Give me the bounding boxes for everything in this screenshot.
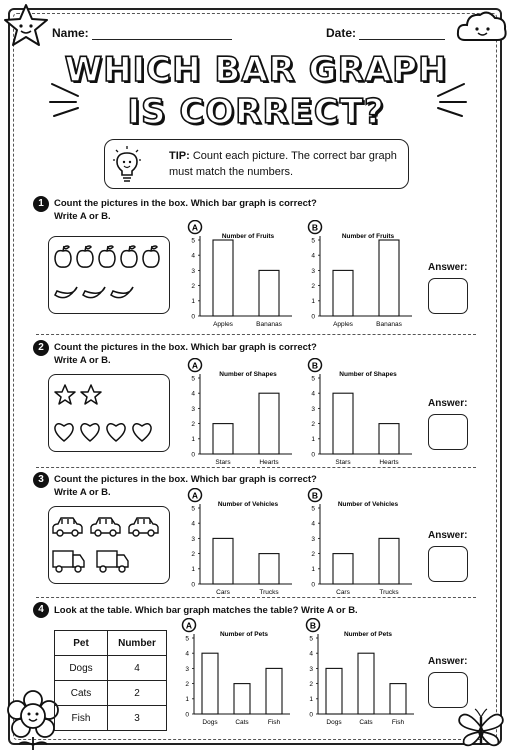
bar-chart-q1-b[interactable] [302,220,420,332]
answer-label-2: Answer: [428,398,468,409]
y-tick-label: 1 [311,436,315,444]
y-tick-label: 0 [191,313,195,321]
y-tick-label: 3 [185,665,189,673]
y-tick-label: 2 [185,681,189,688]
y-tick-label: 3 [311,267,315,275]
x-tick-label: Apples [333,321,353,328]
chart-letter: A [191,222,199,233]
page-title-line2: IS CORRECT? [127,92,385,132]
y-tick-label: 5 [311,237,315,245]
y-tick-label: 0 [185,711,189,719]
bar-chart-q4-b[interactable] [300,618,422,730]
star-face-icon [2,2,50,50]
bar [213,240,233,316]
question-3-line1: Count the pictures in the box. Which bar graph is correct? [54,474,317,485]
answer-box-3[interactable] [428,546,468,582]
answer-label-1: Answer: [428,262,468,273]
bar [259,393,279,454]
chart-title: Number of Shapes [219,371,277,378]
bar [234,684,250,714]
y-tick-label: 5 [191,375,195,383]
answer-label-4: Answer: [428,656,468,667]
bar [379,538,399,584]
table-row [55,681,167,706]
x-tick-label: Apples [213,321,233,328]
y-tick-label: 1 [191,298,195,306]
chart-title: Number of Vehicles [337,501,399,508]
truck-icon [53,551,84,572]
question-2-number: 2 [33,340,49,356]
butterfly-icon [455,707,507,749]
x-tick-label: Fish [267,719,281,726]
table-cell: Dogs [55,656,108,681]
table-cell: 3 [108,706,167,731]
bar [266,668,282,714]
y-tick-label: 0 [311,313,315,321]
y-tick-label: 0 [309,711,313,719]
chart-title: Number of Fruits [341,233,395,240]
pet-table [54,630,167,731]
heart-icon [55,424,73,441]
chart-letter: B [311,222,319,233]
y-tick-label: 1 [311,566,315,574]
table-header-cell: Pet [55,631,108,656]
table-cell: 2 [108,681,167,706]
table-cell: Cats [55,681,108,706]
question-2-line2: Write A or B. [54,355,111,366]
bar-chart-q4-a[interactable] [176,618,298,730]
x-tick-label: Trucks [379,589,399,596]
y-tick-label: 2 [191,421,195,428]
banana-icon [111,287,133,298]
question-1-line2: Write A or B. [54,211,111,222]
y-tick-label: 3 [311,535,315,543]
star-icon [55,385,75,404]
tip-box [104,139,409,189]
chart-letter: B [309,620,317,631]
name-field[interactable] [52,26,232,40]
chart-letter: A [191,490,199,501]
y-tick-label: 2 [309,681,313,688]
bar-chart-q3-b[interactable] [302,488,420,600]
question-2-line1: Count the pictures in the box. Which bar graph is correct? [54,342,317,353]
x-tick-label: Hearts [259,459,279,466]
x-tick-label: Dogs [202,719,218,726]
apple-icon [143,246,159,267]
y-tick-label: 5 [309,635,313,643]
x-tick-label: Fish [391,719,405,726]
tip-label: TIP: [169,150,190,162]
y-tick-label: 1 [191,436,195,444]
question-1-number: 1 [33,196,49,212]
bar-chart-q2-a[interactable] [182,358,300,470]
bar [213,538,233,584]
lightbulb-icon [113,146,141,184]
bar-chart-q1-a[interactable] [182,220,300,332]
picture-box-vehicles [48,506,170,584]
y-tick-label: 0 [311,451,315,459]
tip-text: Count each picture. The correct bar graph must match the numbers. [169,150,397,178]
date-line [359,29,445,40]
sparkle-lines-right [428,78,468,118]
chart-letter: B [311,490,319,501]
table-row [55,706,167,731]
answer-box-4[interactable] [428,672,468,708]
y-tick-label: 4 [185,650,189,658]
y-tick-label: 5 [191,505,195,513]
y-tick-label: 2 [311,551,315,558]
answer-label-3: Answer: [428,530,468,541]
name-line [92,29,232,40]
answer-box-1[interactable] [428,278,468,314]
table-cell: 4 [108,656,167,681]
truck-icon [97,551,128,572]
chart-title: Number of Vehicles [217,501,279,508]
chart-letter: B [311,360,319,371]
y-tick-label: 4 [191,390,195,398]
y-tick-label: 1 [191,566,195,574]
x-tick-label: Dogs [326,719,342,726]
heart-icon [81,424,99,441]
y-tick-label: 4 [311,390,315,398]
y-tick-label: 2 [191,551,195,558]
picture-box-shapes [48,374,170,452]
bar [259,554,279,584]
y-tick-label: 0 [191,581,195,589]
y-tick-label: 3 [309,665,313,673]
y-tick-label: 4 [191,252,195,260]
question-3-line2: Write A or B. [54,487,111,498]
y-tick-label: 2 [311,421,315,428]
x-tick-label: Hearts [379,459,399,466]
section-divider [36,467,476,468]
y-tick-label: 5 [311,505,315,513]
y-tick-label: 4 [309,650,313,658]
date-label: Date: [326,26,357,40]
bar [202,653,218,714]
bar [390,684,406,714]
y-tick-label: 4 [191,520,195,528]
bar [326,668,342,714]
y-tick-label: 5 [311,375,315,383]
y-tick-label: 1 [309,696,313,704]
section-divider [36,597,476,598]
car-icon [91,518,120,536]
chart-letter: A [191,360,199,371]
chart-title: Number of Shapes [339,371,397,378]
y-tick-label: 1 [311,298,315,306]
y-tick-label: 3 [191,267,195,275]
x-tick-label: Stars [215,459,231,466]
car-icon [129,518,158,536]
x-tick-label: Bananas [256,321,282,328]
heart-icon [133,424,151,441]
table-header-row [55,631,167,656]
bar [259,270,279,316]
y-tick-label: 0 [191,451,195,459]
bar [358,653,374,714]
bar [333,554,353,584]
car-icon [53,518,82,536]
banana-icon [83,287,105,298]
chart-title: Number of Pets [219,631,269,638]
apple-icon [99,246,115,267]
x-tick-label: Stars [335,459,351,466]
bar [333,270,353,316]
banana-icon [55,287,77,298]
x-tick-label: Cats [235,719,249,726]
bar [333,393,353,454]
heart-icon [107,424,125,441]
question-4-number: 4 [33,602,49,618]
y-tick-label: 3 [311,405,315,413]
question-3-number: 3 [33,472,49,488]
y-tick-label: 5 [191,237,195,245]
table-cell: Fish [55,706,108,731]
bar [213,424,233,454]
y-tick-label: 0 [311,581,315,589]
x-tick-label: Cars [216,589,230,596]
y-tick-label: 3 [191,535,195,543]
chart-title: Number of Pets [343,631,393,638]
y-tick-label: 1 [185,696,189,704]
cloud-face-icon [455,6,509,46]
y-tick-label: 2 [191,283,195,290]
chart-letter: A [185,620,193,631]
apple-icon [77,246,93,267]
star-icon [81,385,101,404]
bar [379,424,399,454]
bar-chart-q3-a[interactable] [182,488,300,600]
question-1-line1: Count the pictures in the box. Which bar graph is correct? [54,198,317,209]
section-divider [36,334,476,335]
picture-box-fruits [48,236,170,314]
question-4-text: Look at the table. Which bar graph matches the table? Write A or B. [54,605,358,616]
y-tick-label: 4 [311,252,315,260]
x-tick-label: Bananas [376,321,402,328]
y-tick-label: 2 [311,283,315,290]
y-tick-label: 5 [185,635,189,643]
date-field[interactable] [326,26,445,40]
x-tick-label: Cats [359,719,373,726]
apple-icon [55,246,71,267]
answer-box-2[interactable] [428,414,468,450]
table-row [55,656,167,681]
name-label: Name: [52,26,89,40]
table-header-cell: Number [108,631,167,656]
sparkle-lines-left [48,78,88,118]
x-tick-label: Cars [336,589,350,596]
bar-chart-q2-b[interactable] [302,358,420,470]
y-tick-label: 3 [191,405,195,413]
bar [379,240,399,316]
x-tick-label: Trucks [259,589,279,596]
chart-title: Number of Fruits [221,233,275,240]
apple-icon [121,246,137,267]
y-tick-label: 4 [311,520,315,528]
page-title-line1: WHICH BAR GRAPH [64,50,448,90]
